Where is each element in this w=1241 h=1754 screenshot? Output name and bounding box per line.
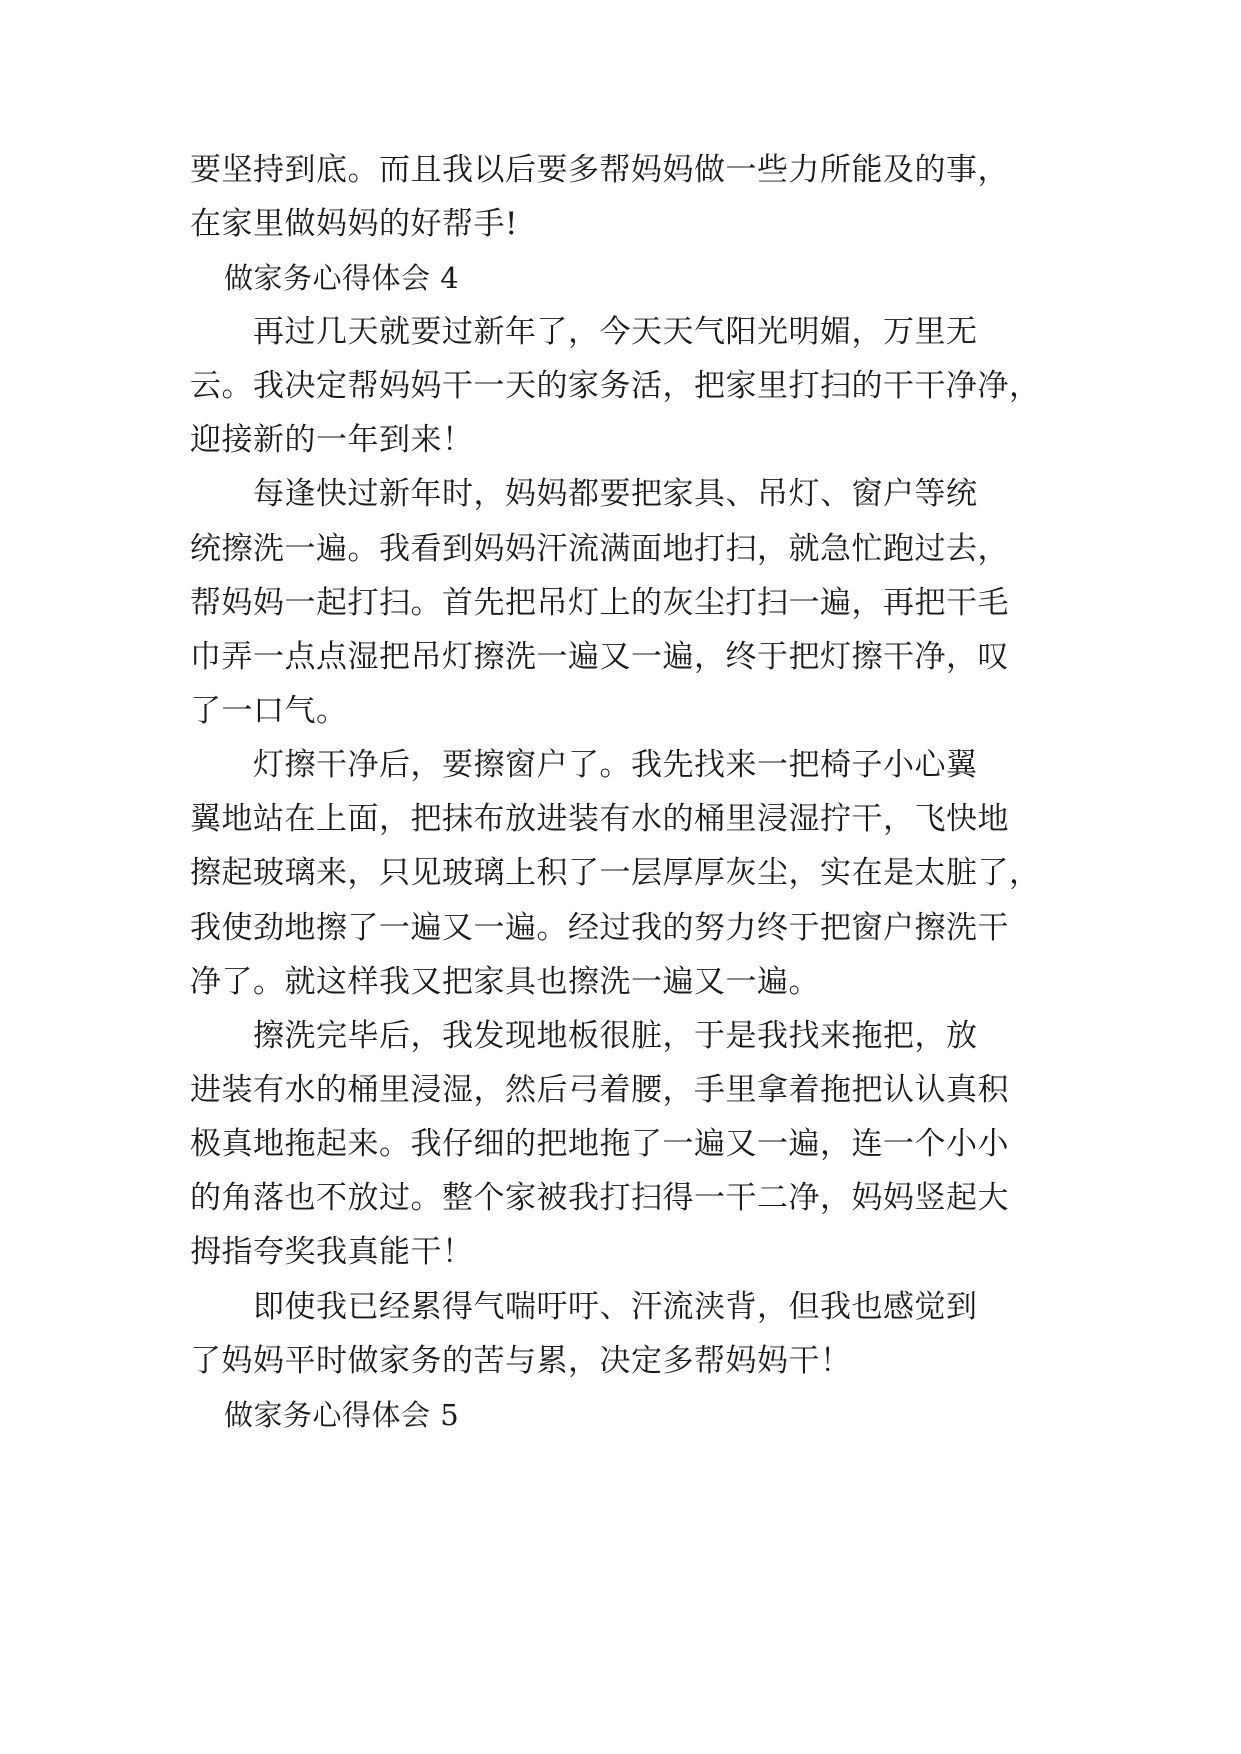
paragraph-line: 净了。就这样我又把家具也擦洗一遍又一遍。 xyxy=(190,964,820,1000)
paragraph-line: 灯擦干净后，要擦窗户了。我先找来一把椅子小心翼 xyxy=(190,747,978,783)
paragraph-line: 的角落也不放过。整个家被我打扫得一干二净，妈妈竖起大 xyxy=(190,1180,1009,1216)
paragraph-line: 极真地拖起来。我仔细的把地拖了一遍又一遍，连一个小小 xyxy=(190,1126,1009,1162)
paragraph-line: 拇指夸奖我真能干！ xyxy=(190,1234,474,1270)
paragraph-line: 了一口气。 xyxy=(190,693,348,729)
paragraph-line: 帮妈妈一起打扫。首先把吊灯上的灰尘打扫一遍，再把干毛 xyxy=(190,585,1009,621)
paragraph-line: 在家里做妈妈的好帮手! xyxy=(190,206,518,242)
paragraph-line: 翼地站在上面，把抹布放进装有水的桶里浸湿拧干，飞快地 xyxy=(190,801,1009,837)
paragraph-line: 擦起玻璃来，只见玻璃上积了一层厚厚灰尘，实在是太脏了， xyxy=(190,855,1041,891)
paragraph-line: 要坚持到底。而且我以后要多帮妈妈做一些力所能及的事， xyxy=(190,152,1009,188)
paragraph-line: 每逢快过新年时，妈妈都要把家具、吊灯、窗户等统 xyxy=(190,476,978,512)
paragraph-line: 云。我决定帮妈妈干一天的家务活，把家里打扫的干干净净， xyxy=(190,368,1041,404)
paragraph-line: 迎接新的一年到来！ xyxy=(190,422,474,458)
paragraph-line: 进装有水的桶里浸湿，然后弓着腰，手里拿着拖把认认真积 xyxy=(190,1072,1009,1108)
paragraph-line: 统擦洗一遍。我看到妈妈汗流满面地打扫，就急忙跑过去， xyxy=(190,531,1009,567)
paragraph-line: 了妈妈平时做家务的苦与累，决定多帮妈妈干！ xyxy=(190,1343,852,1379)
section-heading: 做家务心得体会 4 xyxy=(224,261,460,295)
paragraph-line: 擦洗完毕后，我发现地板很脏，于是我找来拖把，放 xyxy=(190,1018,978,1054)
paragraph-line: 即使我已经累得气喘吁吁、汗流浃背，但我也感觉到 xyxy=(190,1289,978,1325)
paragraph-line: 再过几天就要过新年了，今天天气阳光明媚，万里无 xyxy=(190,314,978,350)
paragraph-line: 我使劲地擦了一遍又一遍。经过我的努力终于把窗户擦洗干 xyxy=(190,910,1009,946)
paragraph-line: 巾弄一点点湿把吊灯擦洗一遍又一遍，终于把灯擦干净，叹 xyxy=(190,639,1009,675)
section-heading: 做家务心得体会 5 xyxy=(224,1398,460,1432)
